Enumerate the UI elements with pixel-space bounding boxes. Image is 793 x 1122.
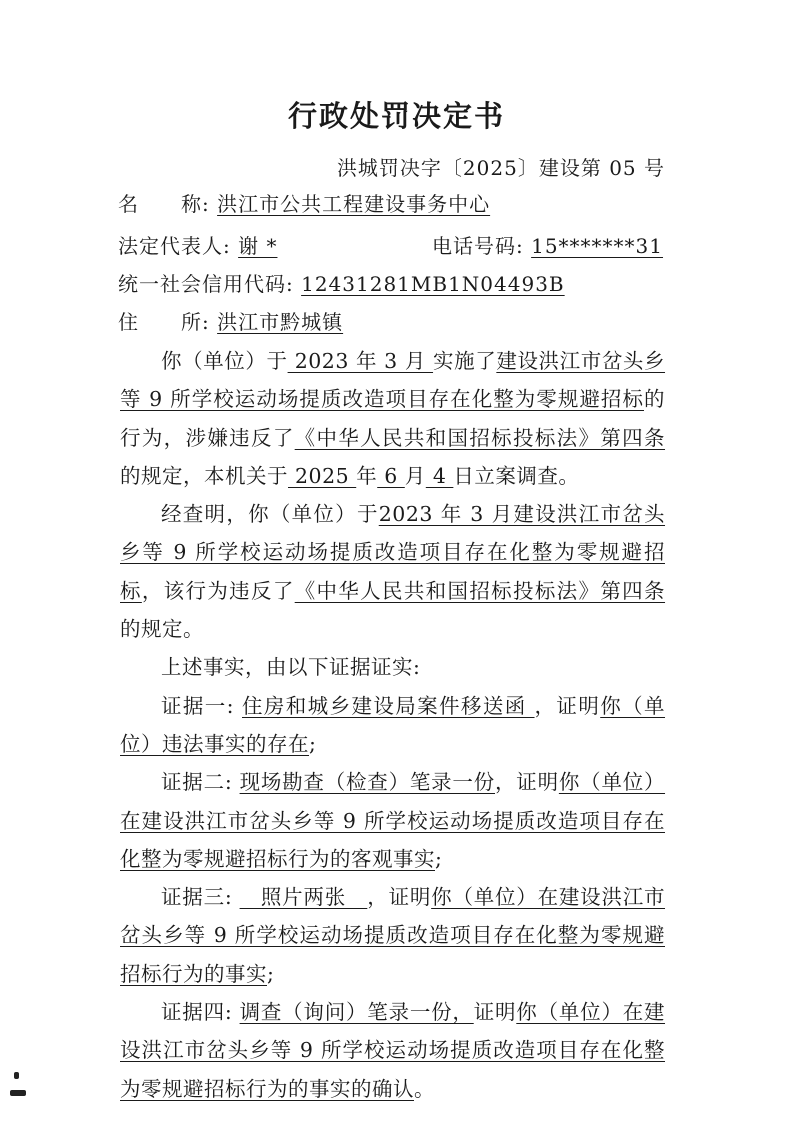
p1-text-a: 你（单位）于 <box>161 349 288 373</box>
credit-code-value: 12431281MB1N04493B <box>301 272 565 296</box>
credit-code-label: 统一社会信用代码: <box>118 272 294 296</box>
findings-paragraph <box>120 495 665 648</box>
finding-law: 《中华人民共和国招标投标法》第四条 <box>294 578 666 603</box>
evidence-item-2 <box>120 763 665 878</box>
p1-text-b: 实施了 <box>433 349 497 373</box>
evidence-4-proof: 你（单位）在建设洪江市岔头乡等 9 所学校运动场提质改造项目存在化整为零规避招标行为的事实的确认 <box>120 1000 666 1101</box>
evidence-3-item: 照片两张 <box>239 885 368 910</box>
violation-act: 建设洪江市岔头乡等 9 所学校运动场提质改造项目存在化整为零规避招标 <box>120 349 666 412</box>
evidence-4-text: 证明 <box>473 1000 517 1025</box>
evidence-item-4 <box>120 993 665 1108</box>
evidence-2-proof: 你（单位）在建设洪江市岔头乡等 9 所学校运动场提质改造项目存在化整为零规避招标行为的客观事实 <box>120 770 666 871</box>
p2-text-a: 经查明，你（单位）于 <box>161 502 379 527</box>
party-name-label: 名 称: <box>118 192 210 216</box>
party-name-value: 洪江市公共工程建设事务中心 <box>217 192 491 216</box>
evidence-2-label: 证据二: <box>161 770 240 795</box>
evidence-1-proof: 你（单位）违法事实的存在 <box>120 693 666 756</box>
evidence-item-1 <box>120 687 665 764</box>
evidence-2-text: ，证明 <box>495 770 559 795</box>
legal-rep-value: 谢 * <box>238 234 278 258</box>
legal-rep-row <box>118 230 308 259</box>
p1-text-e: 年 <box>356 463 378 488</box>
evidence-1-text: ，证明 <box>534 693 601 718</box>
evidence-1-end: ; <box>309 731 317 756</box>
evidence-4-end: 。 <box>414 1076 435 1101</box>
evidence-3-proof: 你（单位）在建设洪江市岔头乡等 9 所学校运动场提质改造项目存在化整为零规避招标行为的事实 <box>120 885 666 986</box>
evidence-1-label: 证据一: <box>161 693 242 718</box>
evidence-4-item: 调查（询问）笔录一份， <box>239 1000 474 1025</box>
evidence-3-text: ，证明 <box>367 885 432 910</box>
evidence-3-end: ; <box>267 961 275 986</box>
evidence-2-item: 现场勘查（检查）笔录一份 <box>239 770 496 795</box>
evidence-item-3 <box>120 878 665 993</box>
violation-date: 2023 年 3 月 <box>287 349 434 373</box>
filing-day: 4 <box>425 463 454 488</box>
document-body <box>120 342 665 1108</box>
violated-law: 《中华人民共和国招标投标法》第四条 <box>294 425 666 450</box>
scan-mark <box>14 1072 19 1079</box>
scan-mark <box>10 1090 26 1096</box>
p2-text-c: 的规定。 <box>120 617 204 642</box>
legal-rep-label: 法定代表人: <box>118 234 231 258</box>
p1-text-d: 的规定，本机关于 <box>120 463 288 488</box>
p2-text-b: ，该行为违反了 <box>141 578 295 603</box>
evidence-2-end: ; <box>435 846 443 871</box>
evidence-intro: 上述事实，由以下证据证实: <box>161 655 421 680</box>
evidence-3-label: 证据三: <box>161 885 240 910</box>
phone-row <box>432 230 663 259</box>
case-filing-paragraph <box>120 342 665 495</box>
finding-act: 2023 年 3 月建设洪江市岔头乡等 9 所学校运动场提质改造项目存在化整为零规避招标 <box>120 502 666 603</box>
credit-code-row <box>118 268 565 297</box>
evidence-4-label: 证据四: <box>161 1000 240 1025</box>
address-label: 住 所: <box>118 310 210 334</box>
p1-text-g: 日立案调查。 <box>453 463 580 488</box>
filing-month: 6 <box>377 463 405 488</box>
address-row <box>118 306 343 335</box>
party-name-row <box>118 188 490 217</box>
p1-text-c: 的行为，涉嫌违反了 <box>120 387 665 450</box>
filing-year: 2025 <box>288 463 357 488</box>
document-number: 洪城罚决字〔2025〕建设第 05 号 <box>336 156 665 180</box>
document-title: 行政处罚决定书 <box>287 99 505 133</box>
phone-label: 电话号码: <box>432 234 524 258</box>
p1-text-f: 月 <box>404 463 426 488</box>
address-value: 洪江市黔城镇 <box>217 310 344 334</box>
phone-value: 15*******31 <box>531 234 664 258</box>
evidence-1-item: 住房和城乡建设局案件移送函 <box>242 693 535 718</box>
